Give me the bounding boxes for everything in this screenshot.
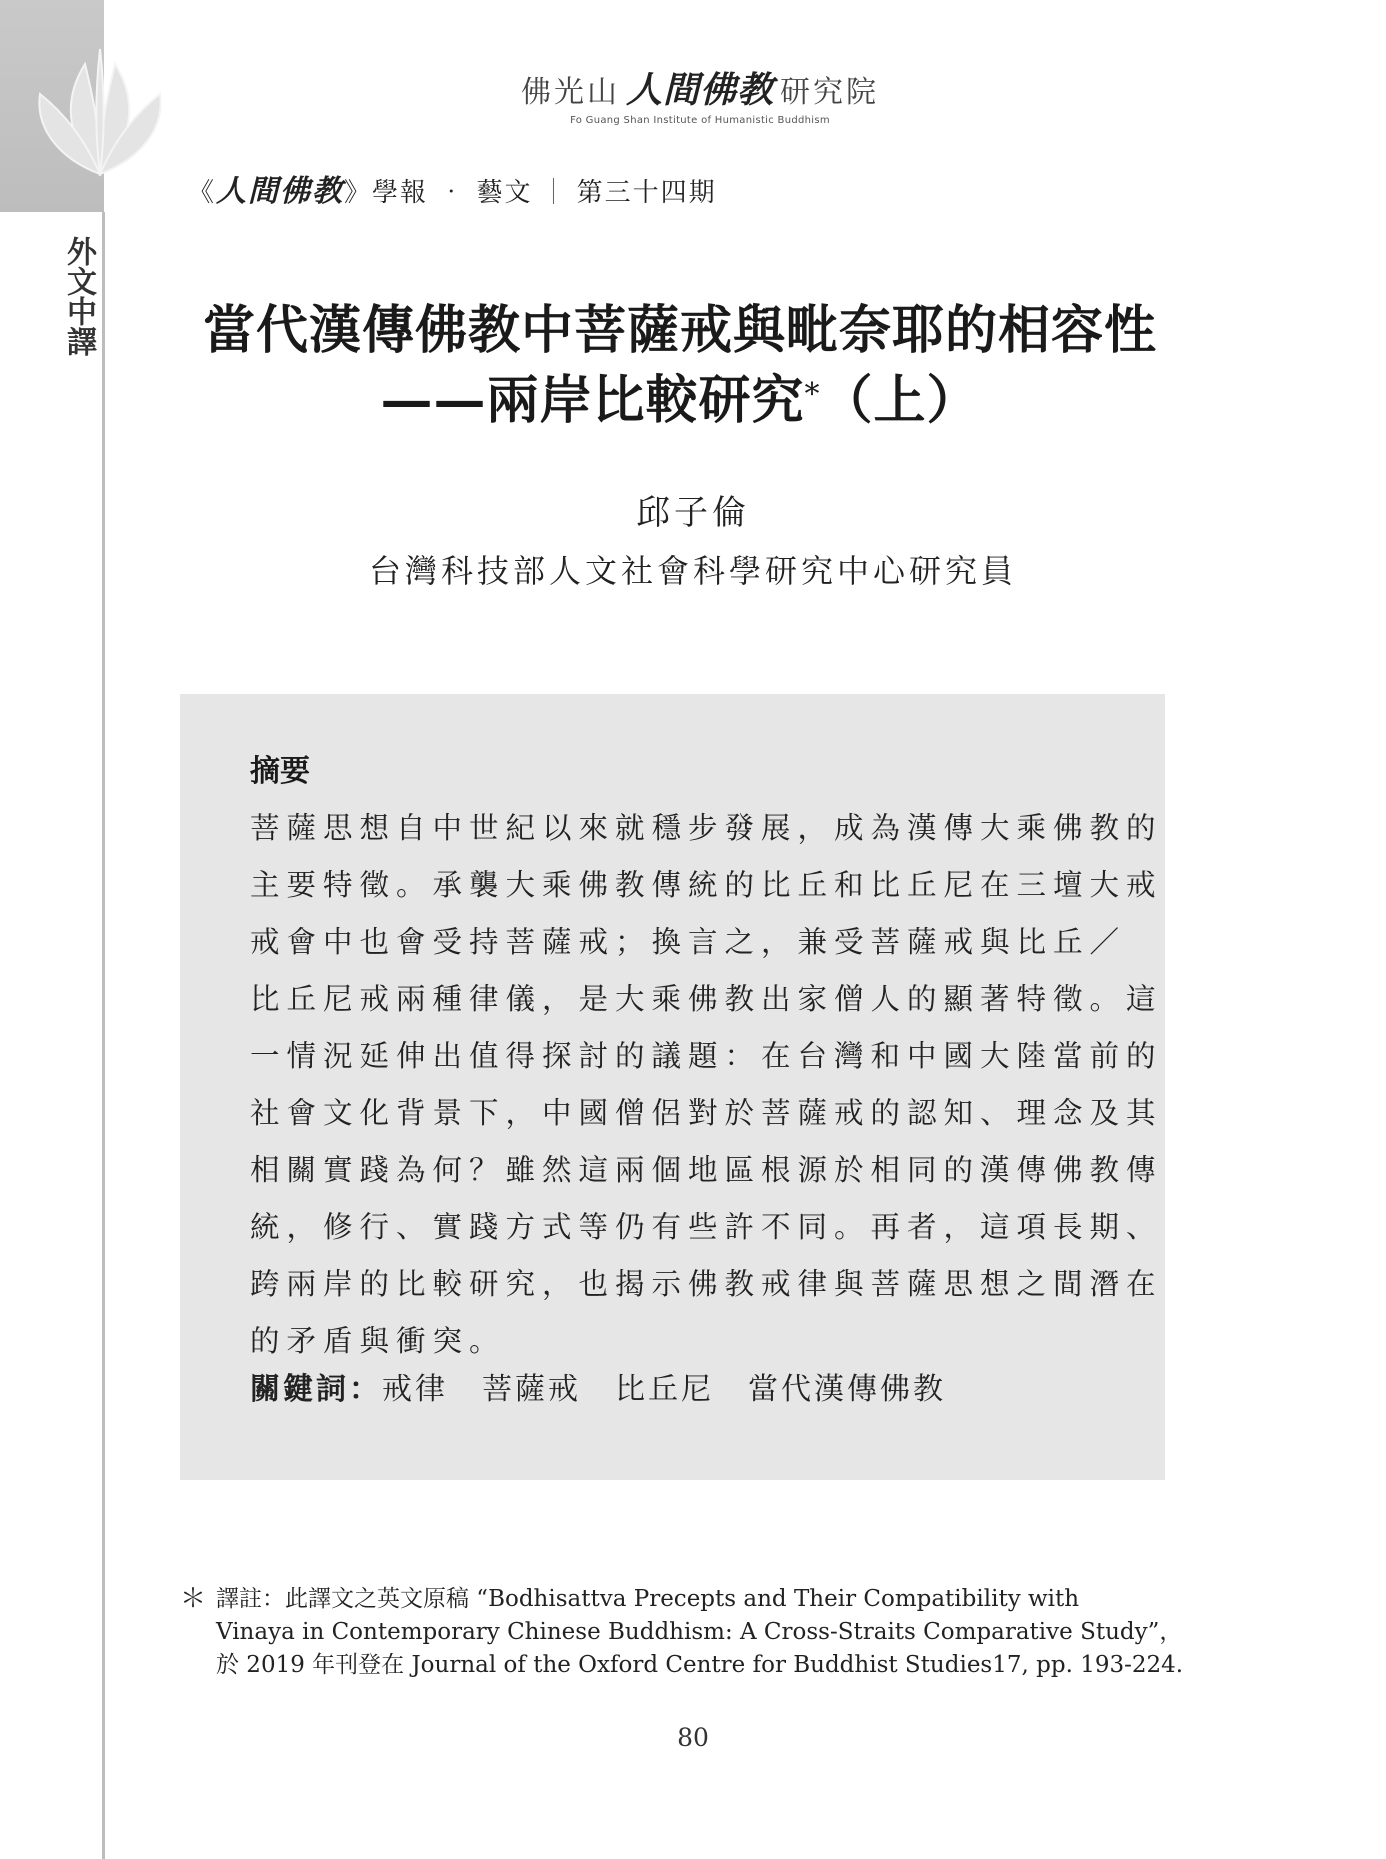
footnote-line: Vinaya in Contemporary Chinese Buddhism: A Cross-Straits Comparative Study”， (216, 1619, 1183, 1645)
abstract-line: 社會文化背景下，中國僧侶對於菩薩戒的認知、理念及其 (250, 1096, 1163, 1130)
author-affiliation: 台灣科技部人文社會科學研究中心研究員 (368, 552, 1017, 590)
institute-prefix: 佛光山 (520, 75, 620, 110)
footnote-line: 譯註：此譯文之英文原稿 “Bodhisattva Precepts and Their Compatibility with (216, 1586, 1080, 1612)
keyword: 菩薩戒 (482, 1372, 581, 1407)
left-margin-rule (102, 212, 105, 1859)
institute-header (490, 62, 910, 126)
journal-running-head (188, 166, 717, 210)
footnote-marker: ＊ (180, 1584, 207, 1614)
title-footnote-mark: * (804, 377, 821, 412)
author-name: 邱子倫 (636, 493, 750, 533)
institute-brand: 人間佛教 (625, 70, 774, 111)
lotus-flower-icon (30, 34, 170, 184)
keywords-label: 關鍵詞： (250, 1372, 382, 1407)
title-line-1: 當代漢傳佛教中菩薩戒與毗奈耶的相容性 (202, 300, 1157, 361)
abstract-box (180, 694, 1165, 1480)
title-subtitle: ——兩岸比較研究 (380, 370, 805, 431)
journal-open-bracket: 《 (188, 178, 217, 208)
abstract-body (250, 800, 1163, 1370)
abstract-heading: 摘要 (250, 754, 310, 789)
journal-separator: ｜ (540, 178, 569, 208)
abstract-line: 比丘尼戒兩種律儀，是大乘佛教出家僧人的顯著特徵。這 (250, 982, 1163, 1016)
journal-brand: 人間佛教 (216, 174, 345, 209)
institute-english-name: Fo Guang Shan Institute of Humanistic Buddhism (570, 115, 830, 126)
article-title (180, 296, 1180, 436)
abstract-line: 戒會中也會受持菩薩戒；換言之，兼受菩薩戒與比丘／ (250, 925, 1127, 959)
title-part: （上） (820, 370, 980, 431)
page-number: 80 (677, 1723, 709, 1752)
abstract-line: 統，修行、實踐方式等仍有些許不同。再者，這項長期、 (250, 1210, 1163, 1244)
abstract-line: 菩薩思想自中世紀以來就穩步發展，成為漢傳大乘佛教的 (250, 811, 1163, 845)
footnote-line: 於 2019 年刊登在 Journal of the Oxford Centre for Buddhist Studies17, pp. 193-224. (216, 1652, 1184, 1678)
title-line-2 (180, 366, 1180, 436)
keyword: 比丘尼 (615, 1372, 714, 1407)
abstract-line: 跨兩岸的比較研究，也揭示佛教戒律與菩薩思想之間潛在 (250, 1267, 1163, 1301)
translator-footnote (180, 1583, 1184, 1682)
keyword: 當代漢傳佛教 (748, 1372, 946, 1407)
journal-issue: 第三十四期 (576, 178, 717, 208)
abstract-line: 的矛盾與衝突。 (250, 1324, 506, 1358)
corner-tab (0, 0, 104, 212)
abstract-line: 一情況延伸出值得探討的議題：在台灣和中國大陸當前的 (250, 1039, 1163, 1073)
abstract-line: 主要特徵。承襲大乘佛教傳統的比丘和比丘尼在三壇大戒 (250, 868, 1163, 902)
keyword: 戒律 (382, 1372, 448, 1407)
institute-name (490, 62, 910, 113)
institute-suffix: 研究院 (780, 75, 879, 110)
abstract-line: 相關實踐為何？雖然這兩個地區根源於相同的漢傳佛教傳 (250, 1153, 1163, 1187)
section-side-label: 外文中譯 (61, 236, 96, 356)
journal-name: 》學報 ‧ 藝文 (344, 178, 533, 208)
keywords-row (250, 1364, 980, 1408)
